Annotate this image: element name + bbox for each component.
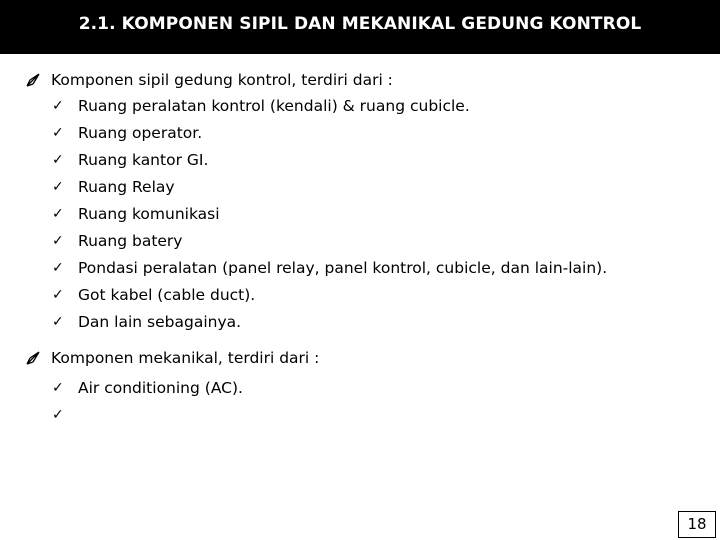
list-item	[0, 94, 720, 118]
checkmark-icon: ✓	[52, 314, 64, 330]
list-item-text: Ruang Relay	[78, 178, 175, 196]
checkmark-icon: ✓	[52, 407, 64, 423]
checkmark-icon: ✓	[52, 98, 64, 114]
checkmark-icon: ✓	[52, 152, 64, 168]
list-item	[0, 283, 720, 307]
list-item	[0, 376, 720, 400]
section-heading-civil	[0, 68, 720, 92]
list-item	[0, 202, 720, 226]
arrow-bullet-icon	[26, 346, 41, 377]
checkmark-icon: ✓	[52, 233, 64, 249]
list-item-text: Pondasi peralatan (panel relay, panel kontrol, cubicle, dan lain-lain).	[78, 259, 608, 277]
checkmark-icon: ✓	[52, 179, 64, 195]
list-item-text: Ruang peralatan kontrol (kendali) & ruang cubicle.	[78, 97, 470, 115]
list-item	[0, 148, 720, 172]
section-heading-mechanical	[0, 346, 720, 370]
section-heading-text: Komponen sipil gedung kontrol, terdiri dari :	[51, 71, 393, 89]
list-item	[0, 121, 720, 145]
list-item	[0, 256, 720, 280]
checkmark-icon: ✓	[52, 380, 64, 396]
section-heading-text: Komponen mekanikal, terdiri dari :	[51, 349, 320, 367]
list-item-text: Ruang komunikasi	[78, 205, 220, 223]
checkmark-icon: ✓	[52, 287, 64, 303]
list-item-text: Ruang batery	[78, 232, 183, 250]
list-item-text: Dan lain sebagainya.	[78, 313, 242, 331]
list-item-text: Ruang operator.	[78, 124, 203, 142]
page-number: 18	[678, 511, 716, 538]
list-item	[0, 175, 720, 199]
checkmark-icon: ✓	[52, 206, 64, 222]
checkmark-icon: ✓	[52, 125, 64, 141]
list-item-text: Got kabel (cable duct).	[78, 286, 256, 304]
checkmark-icon: ✓	[52, 260, 64, 276]
list-item	[0, 229, 720, 253]
slide-title: 2.1. KOMPONEN SIPIL DAN MEKANIKAL GEDUNG KONTROL	[78, 14, 642, 34]
list-item-text: Ruang kantor GI.	[78, 151, 209, 169]
list-item	[0, 310, 720, 334]
list-item	[0, 403, 720, 427]
list-item-text: Air conditioning (AC).	[78, 379, 243, 397]
